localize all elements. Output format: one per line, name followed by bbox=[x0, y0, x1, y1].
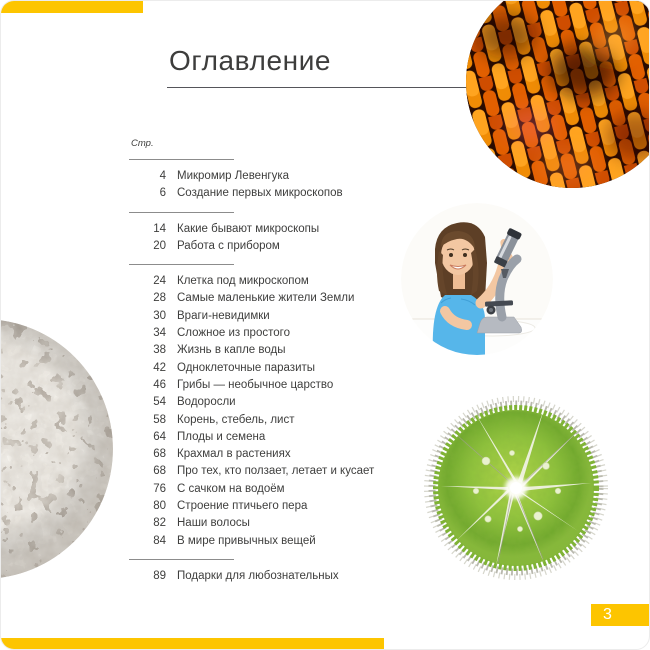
toc-list bbox=[129, 137, 429, 585]
page-title: Оглавление bbox=[169, 45, 332, 76]
toc-entry-page-number: 28 bbox=[153, 292, 166, 305]
toc-entry-page-number: 64 bbox=[153, 430, 166, 443]
sponge-micrograph-photo bbox=[0, 319, 113, 579]
toc-entry-page-number: 24 bbox=[153, 275, 166, 288]
toc-entry-page-number: 34 bbox=[153, 327, 166, 340]
toc-entry-title: Жизнь в капле воды bbox=[177, 344, 286, 357]
section-divider bbox=[129, 212, 234, 213]
green-alga-photo bbox=[416, 391, 616, 591]
toc-entry-title: Плоды и семена bbox=[177, 430, 266, 443]
toc-entry bbox=[129, 412, 429, 429]
toc-entry bbox=[129, 273, 429, 290]
toc-entry-title: Водоросли bbox=[177, 396, 236, 409]
toc-entry-title: Враги-невидимки bbox=[177, 309, 270, 322]
toc-entry-page-number: 46 bbox=[153, 378, 166, 391]
toc-group bbox=[129, 221, 429, 256]
toc-entry-page-number: 20 bbox=[153, 239, 166, 252]
bottom-accent-bar bbox=[1, 638, 384, 649]
toc-entry-page-number: 80 bbox=[153, 500, 166, 513]
toc-entry-title: Самые маленькие жители Земли bbox=[177, 292, 355, 305]
toc-entry-title: Работа с прибором bbox=[177, 239, 280, 252]
toc-entry bbox=[129, 498, 429, 515]
toc-entry-title: Грибы — необычное царство bbox=[177, 378, 334, 391]
toc-entry-page-number: 84 bbox=[153, 534, 166, 547]
toc-entry-page-number: 4 bbox=[159, 170, 166, 182]
section-divider bbox=[129, 559, 234, 560]
toc-entry bbox=[129, 168, 429, 185]
section-divider bbox=[129, 159, 234, 160]
toc-entry-page-number: 38 bbox=[153, 344, 166, 357]
toc-entry-title: Наши волосы bbox=[177, 517, 250, 530]
toc-entry-title: С сачком на водоём bbox=[177, 482, 285, 495]
toc-entry-title: Про тех, кто ползает, летает и кусает bbox=[177, 465, 375, 478]
toc-entry-title: Одноклеточные паразиты bbox=[177, 361, 316, 374]
toc-entry bbox=[129, 446, 429, 463]
toc-entry bbox=[129, 463, 429, 480]
toc-entry bbox=[129, 533, 429, 550]
toc-entry-title: Создание первых микроскопов bbox=[177, 187, 343, 200]
toc-entry bbox=[129, 342, 429, 359]
toc-entry bbox=[129, 325, 429, 342]
toc-entry-page-number: 76 bbox=[153, 482, 166, 495]
toc-entry-page-number: 6 bbox=[159, 187, 166, 200]
toc-entry-title: Клетка под микроскопом bbox=[177, 275, 309, 288]
toc-entry-page-number: 14 bbox=[153, 222, 166, 235]
toc-entry bbox=[129, 308, 429, 325]
toc-entry-title: Сложное из простого bbox=[177, 327, 290, 340]
toc-groups bbox=[129, 168, 429, 585]
toc-column-header: Стр. bbox=[131, 138, 154, 149]
toc-group bbox=[129, 273, 429, 550]
title-underline bbox=[167, 87, 467, 88]
toc-entry-page-number: 68 bbox=[153, 448, 166, 461]
toc-entry bbox=[129, 568, 429, 585]
toc-entry-page-number: 54 bbox=[153, 396, 166, 409]
toc-entry-title: Подарки для любознательных bbox=[177, 569, 339, 582]
toc-entry-title: Крахмал в растениях bbox=[177, 448, 291, 461]
toc-entry-page-number: 30 bbox=[153, 309, 166, 322]
girl-with-microscope-photo bbox=[401, 203, 553, 355]
top-accent-bar bbox=[1, 1, 143, 13]
toc-entry-title: Корень, стебель, лист bbox=[177, 413, 295, 426]
toc-group bbox=[129, 568, 429, 585]
toc-entry-page-number: 68 bbox=[153, 465, 166, 478]
toc-entry-title: Микромир Левенгука bbox=[177, 170, 290, 182]
toc-entry-title: В мире привычных вещей bbox=[177, 534, 316, 547]
toc-entry-title: Какие бывают микроскопы bbox=[177, 222, 320, 235]
toc-entry bbox=[129, 185, 429, 202]
toc-entry-page-number: 89 bbox=[153, 569, 166, 582]
toc-entry-page-number: 82 bbox=[153, 517, 166, 530]
toc-group bbox=[129, 168, 429, 203]
toc-entry bbox=[129, 515, 429, 532]
section-divider bbox=[129, 264, 234, 265]
toc-entry bbox=[129, 360, 429, 377]
toc-entry bbox=[129, 394, 429, 411]
toc-entry-page-number: 58 bbox=[153, 413, 166, 426]
toc-entry bbox=[129, 221, 429, 238]
page-number-badge: 3 bbox=[591, 604, 649, 626]
toc-entry-page-number: 42 bbox=[153, 361, 166, 374]
toc-entry-title: Строение птичьего пера bbox=[177, 500, 308, 513]
toc-entry bbox=[129, 290, 429, 307]
butterfly-wing-photo bbox=[466, 0, 650, 188]
toc-entry bbox=[129, 481, 429, 498]
toc-entry bbox=[129, 238, 429, 255]
toc-entry bbox=[129, 429, 429, 446]
toc-entry bbox=[129, 377, 429, 394]
